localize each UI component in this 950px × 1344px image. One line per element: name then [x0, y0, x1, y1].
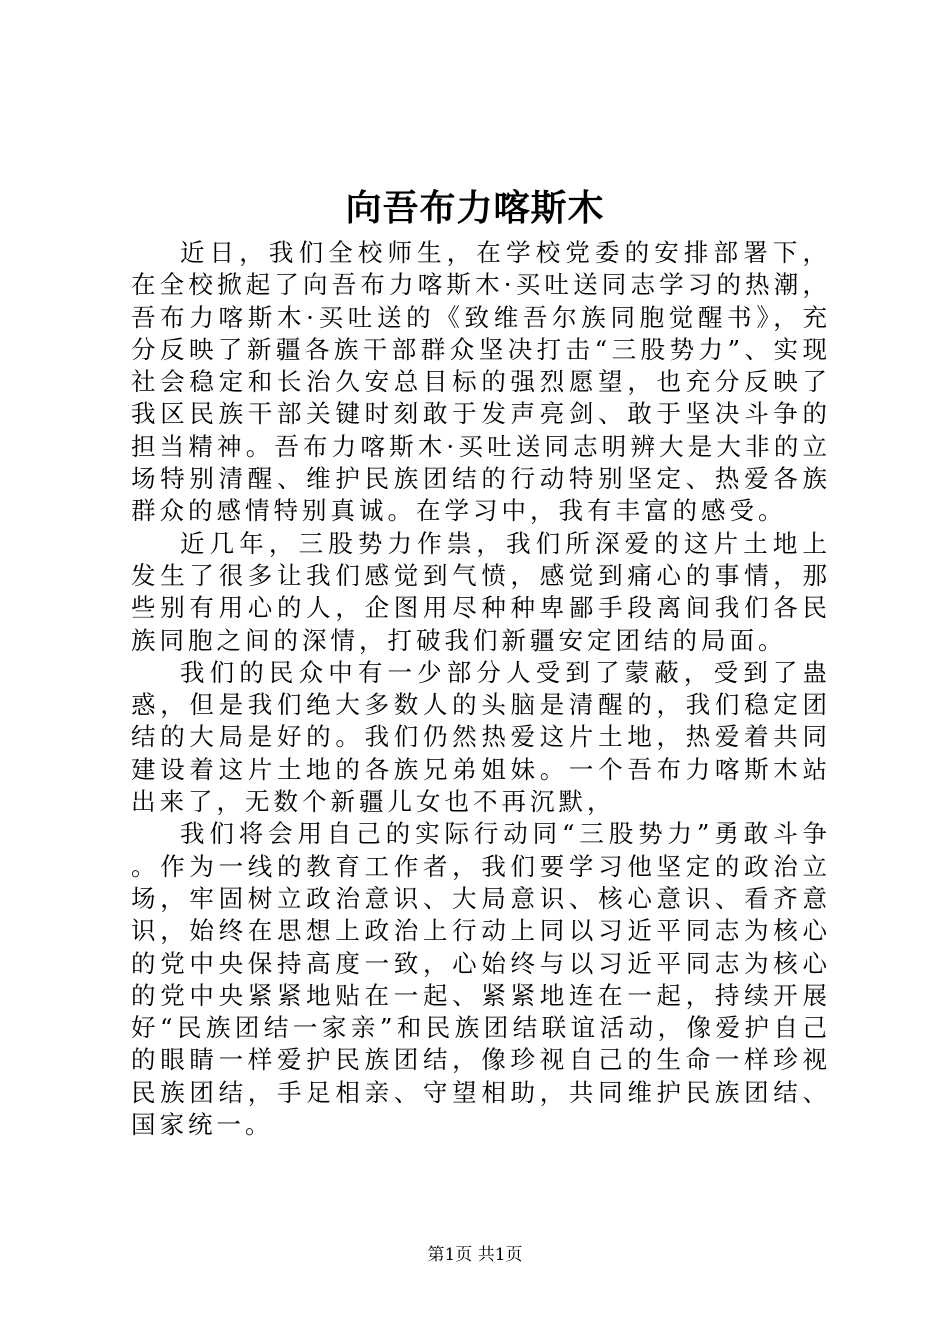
- document-body: [131, 237, 831, 1141]
- document-title: 向吾布力喀斯木: [345, 187, 605, 229]
- paragraph-4: 我们将会用自己的实际行动同“三股势力”勇敢斗争。作为一线的教育工作者，我们要学习他坚定的政治立场，牢固树立政治意识、大局意识、核心意识、看齐意识，始终在思想上政治上行动上同以习近平同志为核心的党中央保持高度一致，心始终与以习近平同志为核心的党中央紧紧地贴在一起、紧紧地连在一起，持续开展好“民族团结一家亲”和民族团结联谊活动，像爱护自己的眼睛一样爱护民族团结，像珍视自己的生命一样珍视民族团结，手足相亲、守望相助，共同维护民族团结、国家统一。: [131, 819, 831, 1140]
- page-number-footer: 第1页 共1页: [427, 1245, 523, 1265]
- paragraph-2: 近几年，三股势力作祟，我们所深爱的这片土地上发生了很多让我们感觉到气愤，感觉到痛心的事情，那些别有用心的人，企图用尽种种卑鄙手段离间我们各民族同胞之间的深情，打破我们新疆安定团结的局面。: [131, 528, 831, 655]
- paragraph-1: 近日，我们全校师生，在学校党委的安排部署下，在全校掀起了向吾布力喀斯木·买吐送同志学习的热潮，吾布力喀斯木·买吐送的《致维吾尔族同胞觉醒书》，充分反映了新疆各族干部群众坚决打击“三股势力”、实现社会稳定和长治久安总目标的强烈愿望，也充分反映了我区民族干部关键时刻敢于发声亮剑、敢于坚决斗争的担当精神。吾布力喀斯木·买吐送同志明辨大是大非的立场特别清醒、维护民族团结的行动特别坚定、热爱各族群众的感情特别真诚。在学习中，我有丰富的感受。: [131, 238, 831, 526]
- paragraph-3: 我们的民众中有一少部分人受到了蒙蔽，受到了蛊惑，但是我们绝大多数人的头脑是清醒的，我们稳定团结的大局是好的。我们仍然热爱这片土地，热爱着共同建设着这片土地的各族兄弟姐妹。一个吾布力喀斯木站出来了，无数个新疆儿女也不再沉默，: [131, 657, 831, 817]
